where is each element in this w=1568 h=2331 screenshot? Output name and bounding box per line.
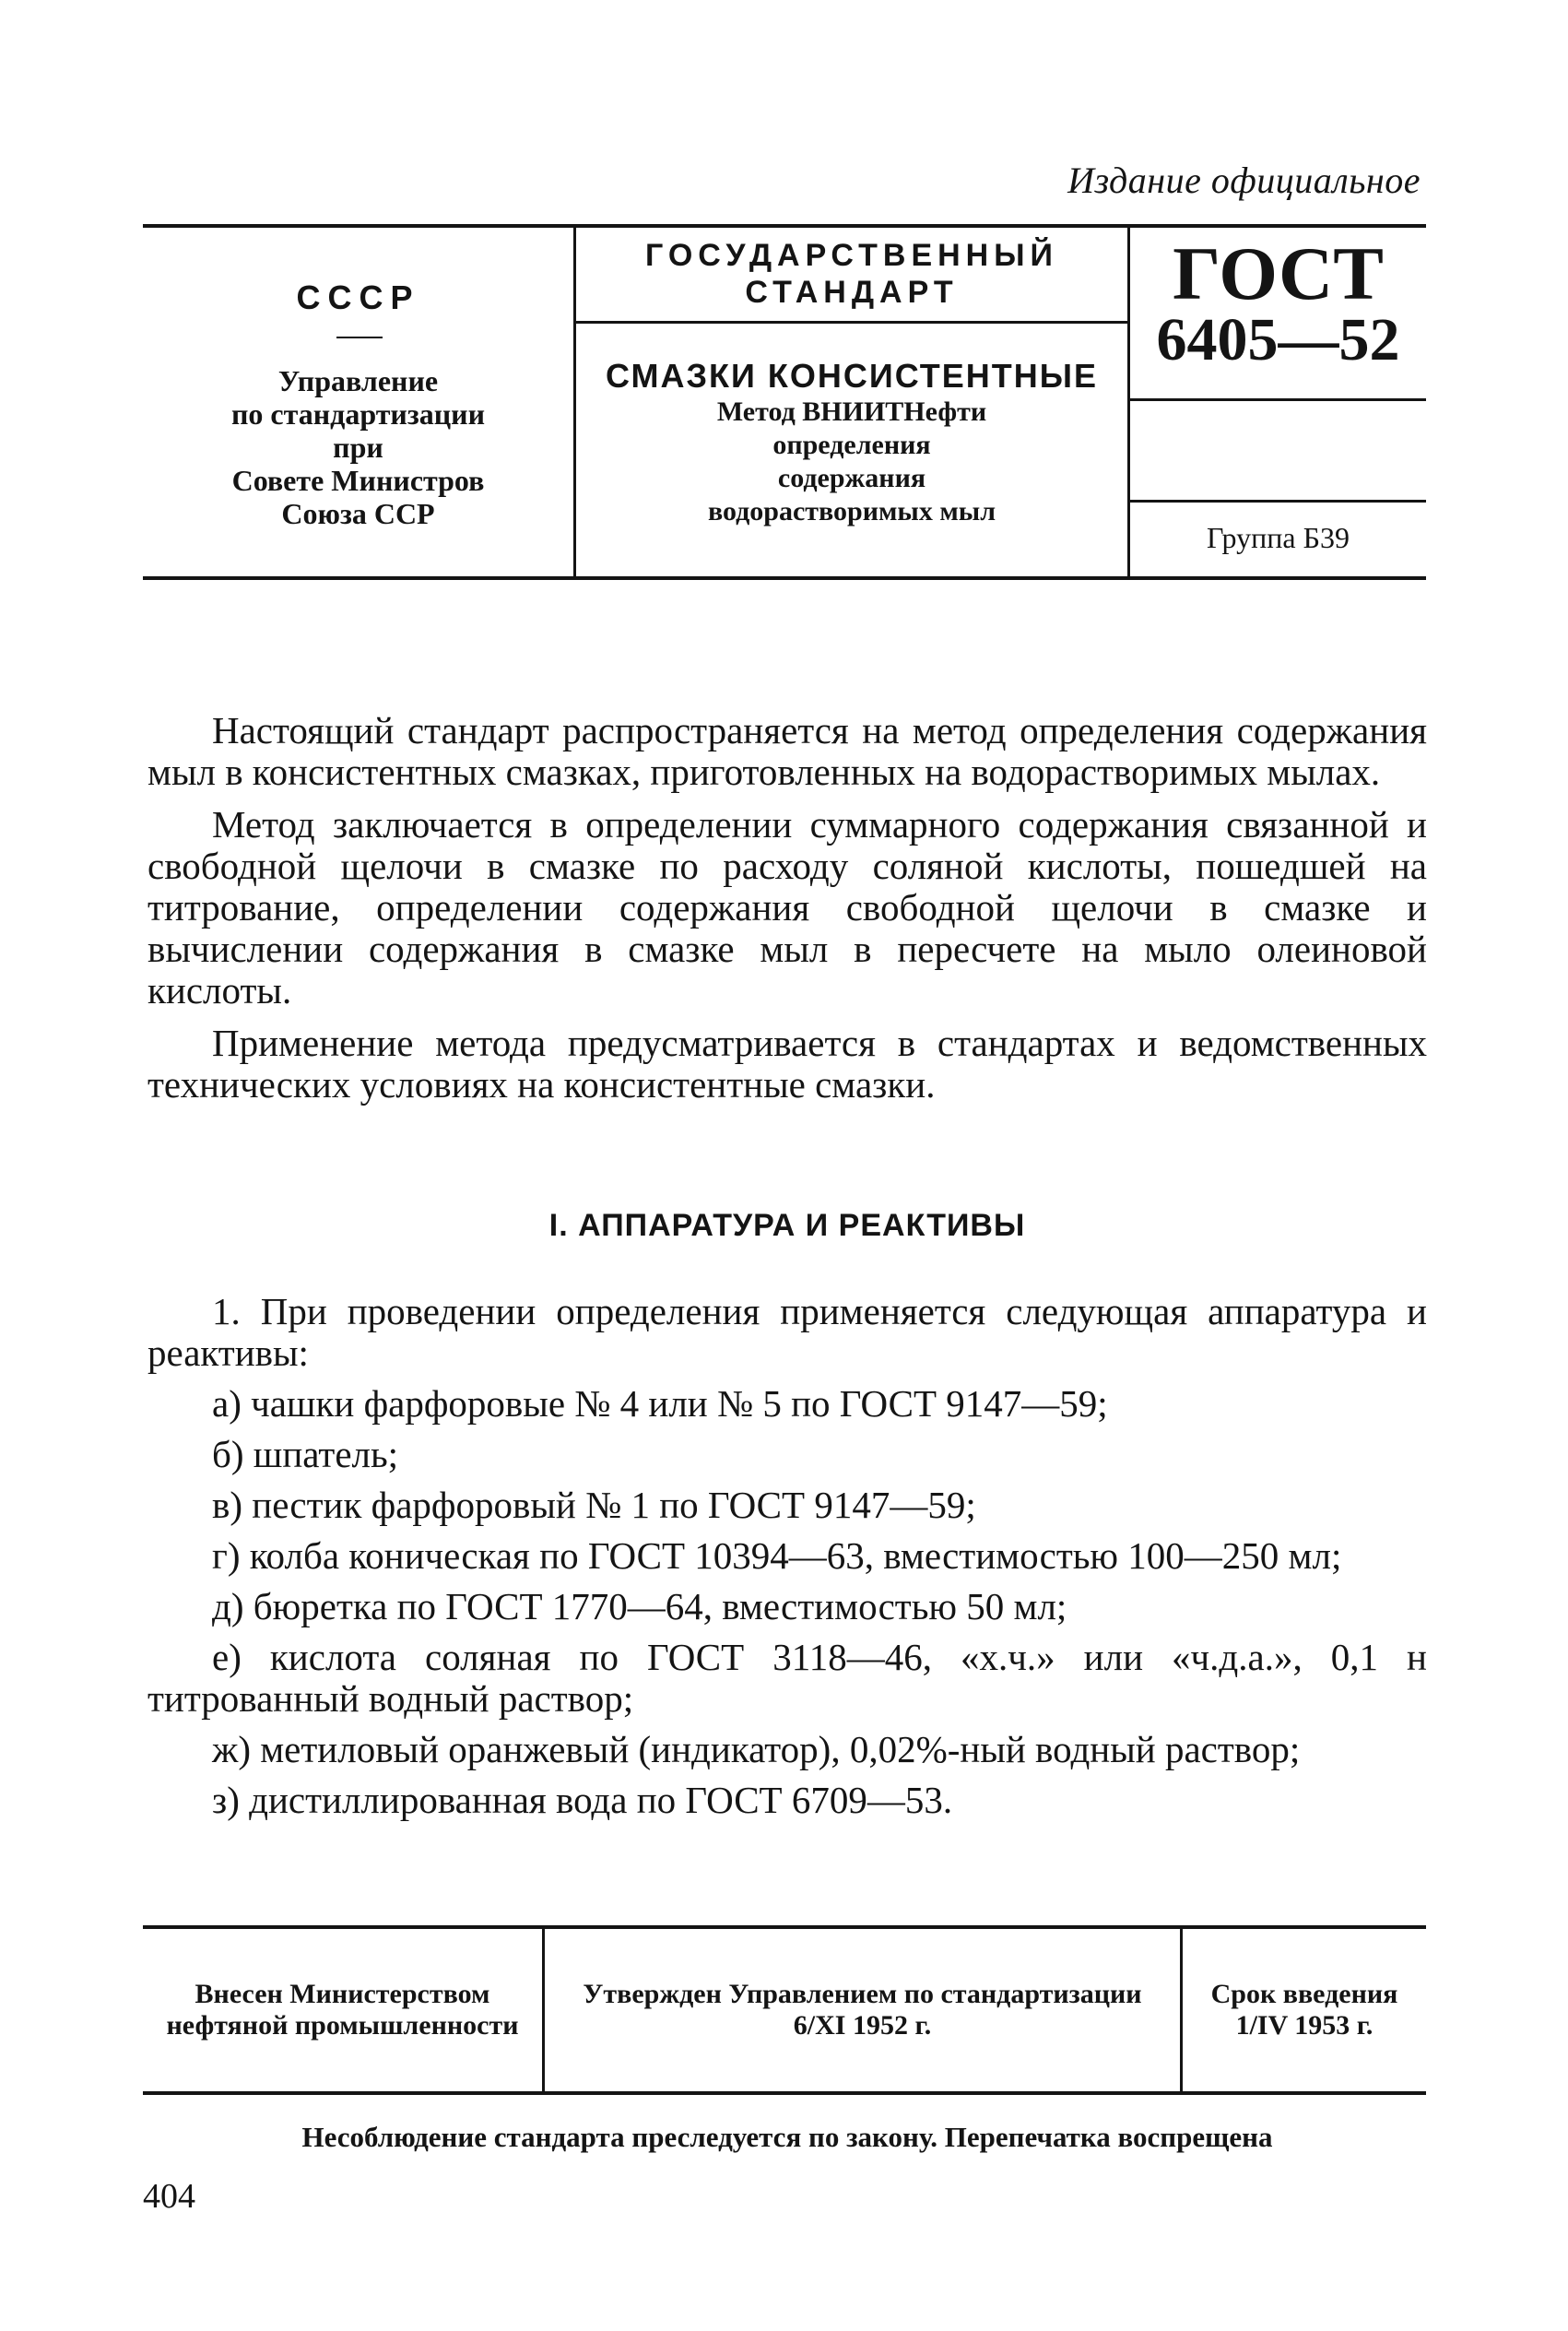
effective-date: Срок введения 1/IV 1953 г. (1210, 1979, 1398, 2041)
subtitle-line: содержания (777, 463, 926, 493)
state-standard-label (576, 228, 1127, 324)
list-item: е) кислота соляная по ГОСТ 3118—46, «х.ч.» или «ч.д.а.», 0,1 н титрованный водный раствор; (147, 1636, 1427, 1720)
gost-label: ГОСТ (1173, 231, 1384, 315)
subtitle-line: определения (772, 430, 931, 460)
legal-notice: Несоблюдение стандарта преследуется по закону. Перепечатка воспрещена (301, 2121, 1273, 2153)
subtitle-line: водорастворимых мыл (707, 496, 996, 527)
list-item: в) пестик фарфоровый № 1 по ГОСТ 9147—59; (212, 1484, 976, 1526)
empty-cell (1130, 401, 1426, 503)
approved-by: Утвержден Управлением по стандартизации 6/XI 1952 г. (545, 1929, 1183, 2091)
code-column (1130, 228, 1426, 576)
list-item: з) дистиллированная вода по ГОСТ 6709—53. (212, 1779, 953, 1821)
gost-code-box (1130, 228, 1426, 401)
list-item: г) колба коническая по ГОСТ 10394—63, вместимостью 100—250 мл; (212, 1534, 1342, 1577)
list-item: 1. При проведении определения применяется следующая аппаратура и реактивы: (147, 1290, 1427, 1374)
edition-label: Издание официальное (1067, 160, 1421, 201)
org-line: по стандартизации (230, 397, 486, 431)
group-label: Группа Б39 (1207, 521, 1350, 554)
divider-dash (336, 337, 383, 338)
country-label: СССР (296, 278, 420, 316)
list-item: а) чашки фарфоровые № 4 или № 5 по ГОСТ 9147—59; (212, 1382, 1108, 1425)
gost-number: 6405—52 (1156, 306, 1400, 373)
standard-subtitle (576, 396, 1127, 528)
paragraph: Применение метода предусматривается в стандартах и ведомственных технических условиях на консистентные смазки. (147, 1022, 1427, 1106)
paragraph: Настоящий стандарт распространяется на метод определения содержания мыл в консистентных смазках, приготовленных на водорастворимых мылах. (147, 709, 1427, 793)
state-standard-line: СТАНДАРТ (745, 275, 959, 310)
subtitle-line: Метод ВНИИТНефти (716, 396, 987, 427)
paragraph: Метод заключается в определении суммарного содержания связанной и свободной щелочи в смазке по расходу соляной кислоты, пошедшей на титрование, определении содержания свободной щелочи в смазке и вычислении содержания в смазке мыл в пересчете на мыло олеиновой кислоты. (147, 803, 1427, 1012)
org-line: Союза ССР (281, 497, 435, 530)
apparatus-list (147, 1291, 1427, 1830)
list-item: б) шпатель; (212, 1433, 399, 1475)
standard-title: СМАЗКИ КОНСИСТЕНТНЫЕ (605, 357, 1099, 395)
issuer-organization (143, 364, 573, 530)
issuer-column (143, 228, 576, 576)
org-line: Управление (277, 364, 439, 397)
org-line: при (333, 431, 383, 464)
standard-header (143, 224, 1426, 580)
intro-text (147, 710, 1427, 1117)
approval-table (143, 1925, 1426, 2095)
org-line: Совете Министров (231, 464, 485, 497)
section-heading: I. АППАРАТУРА И РЕАКТИВЫ (548, 1208, 1026, 1243)
list-item: ж) метиловый оранжевый (индикатор), 0,02%-ный водный раствор; (212, 1728, 1301, 1770)
state-standard-line: ГОСУДАРСТВЕННЫЙ (645, 238, 1058, 273)
introduced-by: Внесен Министерством нефтяной промышленности (143, 1929, 545, 2091)
page-number: 404 (143, 2177, 195, 2216)
list-item: д) бюретка по ГОСТ 1770—64, вместимостью 50 мл; (212, 1585, 1067, 1627)
title-column (576, 228, 1130, 576)
